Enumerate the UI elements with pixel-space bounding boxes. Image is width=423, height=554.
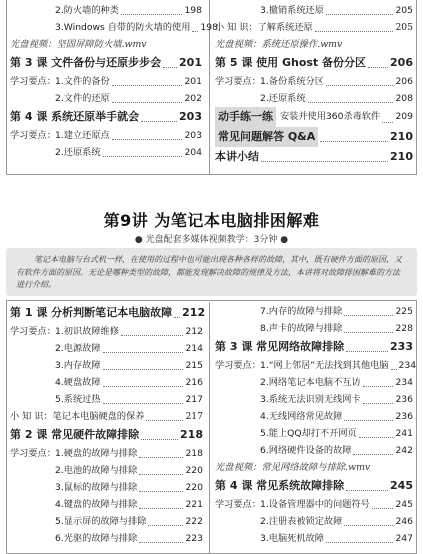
- page-number: 210: [390, 150, 413, 163]
- toc-item-text: 1.建立还原点: [55, 130, 110, 141]
- leader-dots: [121, 335, 184, 336]
- page-number: 214: [185, 343, 203, 354]
- toc-item-text: 4.无线网络常见故障: [260, 411, 343, 422]
- toc-item[interactable]: [10, 340, 203, 357]
- leader-dots: [121, 14, 183, 15]
- toc-item[interactable]: [10, 19, 218, 36]
- toc-item-text-wrap: [10, 340, 101, 357]
- lecture-intro: 笔记本电脑与台式机一样，在使用的过程中也可能出现各种各样的故障，其中，既有硬件方面的原因，又有软件方面的原因。无论是哪种类型的故障，都能发现解决故障的规律及方法，本讲将对故障排困解难的方法进行介绍。: [6, 248, 417, 296]
- leader-dots: [346, 351, 388, 352]
- page-number: 210: [390, 130, 413, 143]
- toc-item-text: 5.显示屏的故障与排除: [55, 516, 147, 527]
- page-number: 217: [185, 394, 203, 405]
- toc-bottom-left-column: [10, 303, 206, 547]
- cd-video-text: 光盘视频：系统还原操作.wmv: [215, 39, 343, 50]
- toc-item-text: 3.鼠标的故障与排除: [55, 482, 138, 493]
- leader-dots: [103, 369, 184, 370]
- toc-item[interactable]: [215, 425, 413, 442]
- toc-item-text-wrap: [215, 408, 342, 425]
- study-points-label: 学习要点：: [10, 326, 56, 337]
- toc-item[interactable]: [10, 374, 203, 391]
- leader-dots: [139, 491, 183, 492]
- toc-item-text-wrap: [10, 144, 101, 161]
- page-number: 202: [184, 93, 202, 104]
- page-number: 198: [200, 22, 218, 33]
- toc-item[interactable]: [215, 408, 413, 425]
- toc-item-text-wrap: [215, 374, 361, 391]
- toc-item-text-wrap: [215, 530, 324, 547]
- toc-item[interactable]: [10, 2, 202, 19]
- lesson-title: 第 1 课 分析判断笔记本电脑故障: [10, 306, 173, 319]
- leader-dots: [308, 102, 394, 103]
- lesson-title: 第 3 课 常见网络故障排除: [215, 340, 345, 353]
- leader-dots: [344, 420, 393, 421]
- toc-item-text: 5.能上QQ却打不开网页: [260, 428, 357, 439]
- leader-dots: [146, 420, 183, 421]
- lesson-heading[interactable]: [10, 107, 202, 127]
- cd-video-entry: [215, 36, 413, 53]
- page-number: 208: [395, 93, 413, 104]
- study-points-label: 学习要点：: [215, 360, 261, 371]
- practice-entry[interactable]: [215, 107, 413, 127]
- toc-item-text-wrap: [215, 303, 342, 320]
- leader-dots: [346, 490, 388, 491]
- toc-item-text-wrap: [10, 90, 110, 107]
- page-number: 233: [390, 340, 413, 353]
- toc-item-text: 6.网络硬件设备的故障: [260, 445, 352, 456]
- leader-dots: [363, 403, 394, 404]
- toc-item-text-wrap: [10, 127, 110, 144]
- page-number: 201: [184, 76, 202, 87]
- leader-dots: [315, 31, 394, 32]
- page-number: 205: [395, 22, 413, 33]
- toc-item-text: 1.备份系统分区: [260, 76, 324, 87]
- toc-item[interactable]: [10, 357, 203, 374]
- toc-item-text: 5.系统过热: [55, 394, 101, 405]
- toc-item[interactable]: [10, 73, 202, 90]
- toc-item-text: 6.光驱的故障与排除: [55, 533, 138, 544]
- toc-item[interactable]: [215, 442, 413, 459]
- leader-dots: [344, 332, 393, 333]
- toc-item-text-wrap: [215, 425, 357, 442]
- page-number: 247: [395, 533, 413, 544]
- lesson-heading[interactable]: [215, 147, 413, 167]
- toc-item-text: 1.文件的备份: [55, 76, 110, 87]
- toc-item[interactable]: [215, 303, 413, 320]
- leader-dots: [326, 85, 394, 86]
- page-number: 215: [185, 360, 203, 371]
- toc-item[interactable]: [215, 374, 413, 391]
- toc-item-text-wrap: [10, 479, 137, 496]
- toc-item-text-wrap: [10, 73, 110, 90]
- page-number: 204: [184, 147, 202, 158]
- toc-item-text-wrap: [10, 391, 101, 408]
- toc-item[interactable]: [215, 391, 413, 408]
- leader-dots: [320, 141, 388, 142]
- toc-item[interactable]: [215, 513, 413, 530]
- page-number: 218: [185, 448, 203, 459]
- toc-item[interactable]: [10, 445, 203, 462]
- study-points-label: 学习要点：: [10, 448, 56, 459]
- cd-video-text: 光盘视频：常见网络故障与排除.wmv: [215, 462, 371, 473]
- page-number: 220: [185, 482, 203, 493]
- toc-item[interactable]: [215, 320, 413, 337]
- leader-dots: [163, 67, 177, 68]
- page-number: 209: [395, 111, 413, 122]
- toc-item-text: 1.初识故障维修: [55, 326, 119, 337]
- study-points-label: 学习要点：: [10, 130, 56, 141]
- leader-dots: [139, 508, 183, 509]
- toc-item[interactable]: [10, 391, 203, 408]
- toc-item[interactable]: [215, 90, 413, 107]
- cd-video-entry: [215, 459, 413, 476]
- toc-item-text: 3.Windows 自带的防火墙的使用: [55, 22, 191, 33]
- leader-dots: [112, 139, 183, 140]
- toc-item-text-wrap: [215, 90, 306, 107]
- toc-item[interactable]: [10, 496, 203, 513]
- page-number: 228: [395, 323, 413, 334]
- toc-item[interactable]: [215, 2, 413, 19]
- lesson-heading[interactable]: [215, 476, 413, 496]
- leader-dots: [382, 122, 393, 123]
- page-number: 206: [395, 76, 413, 87]
- toc-item-text-wrap: [215, 391, 361, 408]
- tip-entry[interactable]: [10, 408, 203, 425]
- toc-item[interactable]: [215, 530, 413, 547]
- lecture-title: 第9讲 为笔记本电脑排困解难: [103, 211, 320, 230]
- toc-bottom-divider: [209, 302, 210, 554]
- lesson-title: 第 2 课 常见硬件故障排除: [10, 428, 140, 441]
- toc-top-left-column: [10, 2, 218, 161]
- toc-item-text: 3.撤销系统还原: [260, 5, 324, 16]
- page-number: 212: [185, 326, 203, 337]
- toc-item-text-wrap: [215, 496, 370, 513]
- toc-item-text: 1.“网上邻居”无法找到其他电脑: [260, 360, 389, 371]
- study-points-label: 学习要点：: [10, 76, 56, 87]
- leader-dots: [326, 14, 394, 15]
- toc-item-text: 3.系统无法识别无线网卡: [260, 394, 361, 405]
- toc-item-text: 1.设备管理器中的问题符号: [260, 499, 370, 510]
- toc-item-text-wrap: [10, 513, 146, 530]
- faq-entry[interactable]: [215, 127, 413, 147]
- page-number: 220: [185, 465, 203, 476]
- toc-item-text: 2.网络笔记本电脑不互访: [260, 377, 361, 388]
- leader-dots: [363, 386, 394, 387]
- toc-item[interactable]: [10, 462, 203, 479]
- page-number: 206: [390, 56, 413, 69]
- toc-item-text-wrap: [215, 320, 342, 337]
- toc-item-text: 7.内存的故障与排除: [260, 306, 343, 317]
- leader-dots: [141, 121, 177, 122]
- toc-item-text-wrap: [10, 462, 137, 479]
- leader-dots: [174, 317, 180, 318]
- page-number: 245: [390, 479, 413, 492]
- toc-item-text-wrap: [215, 2, 324, 19]
- page-number: 203: [179, 110, 202, 123]
- page-number: 222: [185, 516, 203, 527]
- leader-dots: [368, 67, 388, 68]
- page-number: 198: [184, 5, 202, 16]
- toc-item-text-wrap: [215, 357, 389, 374]
- leader-dots: [344, 315, 393, 316]
- toc-item-text: 4.键盘的故障与排除: [55, 499, 138, 510]
- toc-item[interactable]: [215, 496, 413, 513]
- toc-item[interactable]: [10, 513, 203, 530]
- toc-item[interactable]: [10, 90, 202, 107]
- leader-dots: [359, 437, 394, 438]
- page-number: 236: [395, 411, 413, 422]
- leader-dots: [103, 156, 183, 157]
- toc-item[interactable]: [10, 479, 203, 496]
- toc-item-text-wrap: [10, 323, 119, 340]
- leader-dots: [353, 454, 393, 455]
- lecture-subtitle: ● 光盘配套多媒体视频教学：3分钟 ●: [134, 235, 289, 245]
- page-number: 234: [398, 360, 417, 371]
- toc-item-text: 3.内存故障: [55, 360, 101, 371]
- toc-item-text-wrap: [215, 513, 342, 530]
- leader-dots: [261, 161, 388, 162]
- page-number: 212: [182, 306, 206, 319]
- leader-dots: [112, 85, 183, 86]
- tip-entry[interactable]: [215, 19, 413, 36]
- page-number: 245: [395, 499, 413, 510]
- lesson-heading[interactable]: [10, 425, 203, 445]
- toc-item[interactable]: [10, 323, 203, 340]
- page-number: 236: [395, 394, 413, 405]
- toc-item[interactable]: [215, 357, 417, 374]
- page-number: 205: [395, 5, 413, 16]
- toc-item-text-wrap: [10, 445, 137, 462]
- leader-dots: [344, 525, 393, 526]
- toc-bottom-right-column: [215, 303, 417, 547]
- leader-dots: [391, 369, 397, 370]
- toc-item-text-wrap: [10, 530, 137, 547]
- toc-item-text-wrap: [215, 73, 324, 90]
- page-number: 203: [184, 130, 202, 141]
- page-number: 217: [185, 411, 203, 422]
- lesson-title: 第 4 课 系统还原举手就会: [10, 110, 140, 123]
- page-number: 216: [185, 377, 203, 388]
- practice-text: 安装并使用360杀毒软件: [280, 111, 381, 122]
- lesson-title: 第 4 课 常见系统故障排除: [215, 479, 345, 492]
- leader-dots: [141, 439, 178, 440]
- cd-video-text: 光盘视频：坚固屏障防火墙.wmv: [10, 39, 147, 50]
- toc-item-text: 8.声卡的故障与排除: [260, 323, 343, 334]
- lesson-heading[interactable]: [10, 303, 206, 323]
- leader-dots: [192, 31, 198, 32]
- leader-dots: [326, 542, 394, 543]
- toc-item-text: 2.电源故障: [55, 343, 101, 354]
- page-number: 234: [395, 377, 413, 388]
- page-number: 221: [185, 499, 203, 510]
- toc-item-text: 2.防火墙的种类: [55, 5, 119, 16]
- practice-label: 动手练一练: [215, 107, 276, 127]
- leader-dots: [139, 474, 183, 475]
- toc-item-text: 4.硬盘故障: [55, 377, 101, 388]
- toc-item[interactable]: [10, 127, 202, 144]
- toc-item-text: 3.电脑死机故障: [260, 533, 324, 544]
- toc-item-text: 2.还原系统: [260, 93, 306, 104]
- leader-dots: [139, 542, 183, 543]
- leader-dots: [103, 386, 184, 387]
- tip-text: 小 知 识：了解系统还原: [215, 22, 313, 33]
- lesson-title: 本讲小结: [215, 150, 259, 163]
- toc-item-text-wrap: [10, 496, 137, 513]
- toc-item-text: 2.电池的故障与排除: [55, 465, 138, 476]
- toc-item-text: 1.硬盘的故障与排除: [55, 448, 138, 459]
- page-number: 246: [395, 516, 413, 527]
- lesson-title: 第 5 课 使用 Ghost 备份分区: [215, 56, 367, 69]
- toc-item-text-wrap: [10, 374, 101, 391]
- lesson-heading[interactable]: [215, 337, 413, 357]
- study-points-label: 学习要点：: [215, 499, 261, 510]
- page-number: 225: [395, 306, 413, 317]
- toc-item-text: 2.注册表被锁定故障: [260, 516, 343, 527]
- leader-dots: [148, 525, 183, 526]
- toc-item-text-wrap: [10, 357, 101, 374]
- page-number: 242: [395, 445, 413, 456]
- page-number: 223: [185, 533, 203, 544]
- lesson-title: 第 3 课 文件备份与还原步步会: [10, 56, 162, 69]
- leader-dots: [139, 457, 183, 458]
- toc-item[interactable]: [10, 530, 203, 547]
- tip-text: 小 知 识：笔记本电脑硬盘的保养: [10, 411, 145, 422]
- leader-dots: [112, 102, 183, 103]
- faq-label: 常见问题解答 Q&A: [215, 127, 318, 147]
- lesson-heading[interactable]: [215, 53, 413, 73]
- page-number: 241: [395, 428, 413, 439]
- leader-dots: [372, 508, 394, 509]
- cd-video-entry: [10, 36, 202, 53]
- page-number: 201: [179, 56, 202, 69]
- toc-item-text-wrap: [10, 19, 190, 36]
- toc-item-text-wrap: [215, 442, 351, 459]
- toc-item-text: 2.还原系统: [55, 147, 101, 158]
- page-number: 218: [180, 428, 203, 441]
- toc-item[interactable]: [10, 144, 202, 161]
- lesson-heading[interactable]: [10, 53, 202, 73]
- leader-dots: [103, 403, 184, 404]
- leader-dots: [103, 352, 184, 353]
- toc-top-right-column: [215, 2, 413, 167]
- toc-item[interactable]: [215, 73, 413, 90]
- toc-item-text-wrap: [10, 2, 119, 19]
- toc-item-text: 2.文件的还原: [55, 93, 110, 104]
- study-points-label: 学习要点：: [215, 76, 261, 87]
